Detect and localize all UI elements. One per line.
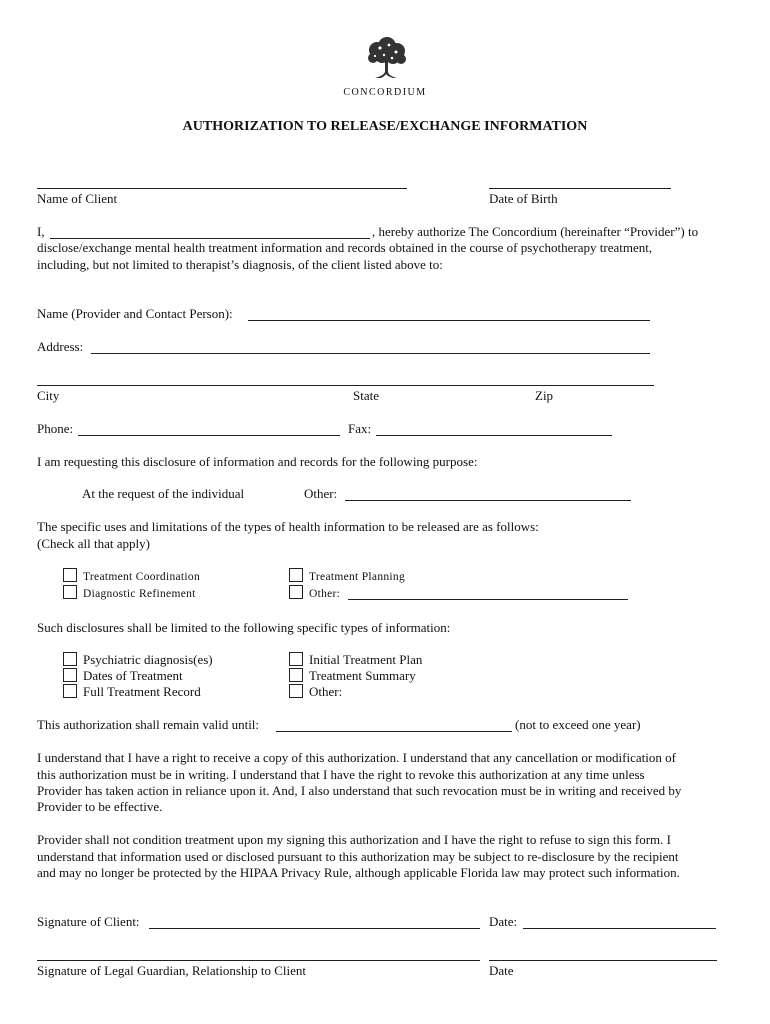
- checkbox-box[interactable]: [289, 668, 303, 682]
- rights-paragraph-line-3: Provider has taken action in reliance upon it. And, I also understand that such revocation must be in writing and received by: [37, 783, 682, 798]
- checkbox-dates-of-treatment[interactable]: [63, 668, 183, 684]
- client-signature-date-label: Date:: [489, 914, 518, 929]
- guardian-signature-field[interactable]: [37, 960, 480, 961]
- checkbox-diagnostic-refinement[interactable]: [63, 585, 196, 600]
- authorization-line-2: disclose/exchange mental health treatment information and records obtained in the course of psychotherapy treatment,: [37, 240, 653, 255]
- uses-intro-line-1: The specific uses and limitations of the types of health information to be released are as follows:: [37, 519, 539, 534]
- hipaa-paragraph-line-1: Provider shall not condition treatment upon my signing this authorization and I have the right to refuse to sign this form. I: [37, 832, 671, 847]
- city-state-zip-field[interactable]: [37, 385, 654, 386]
- checkbox-box[interactable]: [63, 652, 77, 666]
- zip-label: Zip: [535, 388, 554, 403]
- client-name-field[interactable]: [37, 188, 407, 189]
- checkbox-treatment-summary[interactable]: [289, 668, 416, 684]
- authorization-prefix: I,: [37, 224, 45, 239]
- valid-until-field[interactable]: [276, 731, 512, 732]
- hipaa-paragraph-line-2: understand that information used or disclosed pursuant to this authorization may be subject to re-disclosure by the recipient: [37, 849, 679, 864]
- checkbox-uses-other[interactable]: [289, 585, 340, 600]
- city-label: City: [37, 388, 60, 403]
- guardian-signature-label: Signature of Legal Guardian, Relationship to Client: [37, 963, 306, 978]
- checkbox-label: Other:: [309, 684, 343, 699]
- checkbox-full-treatment-record[interactable]: [63, 684, 201, 700]
- checkbox-label: Treatment Coordination: [83, 571, 201, 583]
- checkbox-treatment-planning[interactable]: [289, 568, 405, 583]
- state-label: State: [353, 388, 379, 403]
- checkbox-box[interactable]: [63, 684, 77, 698]
- date-of-birth-field[interactable]: [489, 188, 671, 189]
- uses-intro-line-2: (Check all that apply): [37, 536, 150, 551]
- checkbox-label: Full Treatment Record: [83, 684, 201, 699]
- recipient-name-field[interactable]: [248, 320, 650, 321]
- rights-paragraph-line-4: Provider to be effective.: [37, 799, 163, 814]
- authorizer-name-field[interactable]: [50, 238, 370, 239]
- checkbox-label: Other:: [309, 588, 341, 600]
- checkbox-initial-treatment-plan[interactable]: [289, 652, 422, 668]
- checkbox-box[interactable]: [63, 568, 77, 582]
- fax-label: Fax:: [348, 421, 372, 436]
- checkbox-box[interactable]: [289, 585, 303, 599]
- uses-other-field[interactable]: [348, 599, 628, 600]
- hipaa-paragraph-line-3: and may no longer be protected by the HIPAA Privacy Rule, although applicable Florida law may protect such information.: [37, 865, 680, 880]
- types-intro: Such disclosures shall be limited to the following specific types of information:: [37, 620, 451, 635]
- fax-field[interactable]: [376, 435, 612, 436]
- authorization-line-3: including, but not limited to therapist’s diagnosis, of the client listed above to:: [37, 257, 443, 272]
- purpose-intro: I am requesting this disclosure of information and records for the following purpose:: [37, 454, 478, 469]
- authorization-suffix: , hereby authorize The Concordium (hereinafter “Provider”) to: [372, 224, 699, 239]
- checkbox-label: Initial Treatment Plan: [309, 652, 423, 667]
- concordium-logo: [330, 36, 440, 98]
- checkbox-label: Dates of Treatment: [83, 668, 183, 683]
- checkbox-label: Diagnostic Refinement: [83, 588, 196, 600]
- purpose-option-individual: At the request of the individual: [82, 486, 245, 501]
- phone-label: Phone:: [37, 421, 74, 436]
- phone-field[interactable]: [78, 435, 340, 436]
- checkbox-treatment-coordination[interactable]: [63, 568, 200, 583]
- purpose-other-label: Other:: [304, 486, 338, 501]
- address-field[interactable]: [91, 353, 650, 354]
- form-title: AUTHORIZATION TO RELEASE/EXCHANGE INFORMATION: [182, 119, 588, 134]
- client-name-label: Name of Client: [37, 191, 118, 206]
- rights-paragraph-line-2: this authorization must be in writing. I understand that I have the right to revoke this authorization at any time unless: [37, 767, 645, 782]
- client-signature-label: Signature of Client:: [37, 914, 140, 929]
- date-of-birth-label: Date of Birth: [489, 191, 558, 206]
- checkbox-box[interactable]: [289, 684, 303, 698]
- tree-icon: [355, 36, 415, 82]
- checkbox-types-other[interactable]: [289, 684, 342, 700]
- checkbox-box[interactable]: [289, 568, 303, 582]
- checkbox-box[interactable]: [289, 652, 303, 666]
- purpose-other-field[interactable]: [345, 500, 631, 501]
- validity-note: (not to exceed one year): [515, 717, 641, 732]
- client-signature-date-field[interactable]: [523, 928, 716, 929]
- checkbox-label: Treatment Summary: [309, 668, 416, 683]
- validity-label: This authorization shall remain valid until:: [37, 717, 260, 732]
- address-label: Address:: [37, 339, 84, 354]
- checkbox-label: Psychiatric diagnosis(es): [83, 652, 213, 667]
- logo-text: CONCORDIUM: [343, 87, 427, 98]
- checkbox-box[interactable]: [63, 668, 77, 682]
- rights-paragraph-line-1: I understand that I have a right to receive a copy of this authorization. I understand that any cancellation or modification of: [37, 750, 676, 765]
- client-signature-field[interactable]: [149, 928, 480, 929]
- recipient-name-label: Name (Provider and Contact Person):: [37, 306, 233, 321]
- checkbox-psychiatric-diagnosis[interactable]: [63, 652, 213, 668]
- guardian-date-label: Date: [489, 963, 514, 978]
- guardian-date-field[interactable]: [489, 960, 717, 961]
- checkbox-label: Treatment Planning: [309, 571, 406, 583]
- checkbox-box[interactable]: [63, 585, 77, 599]
